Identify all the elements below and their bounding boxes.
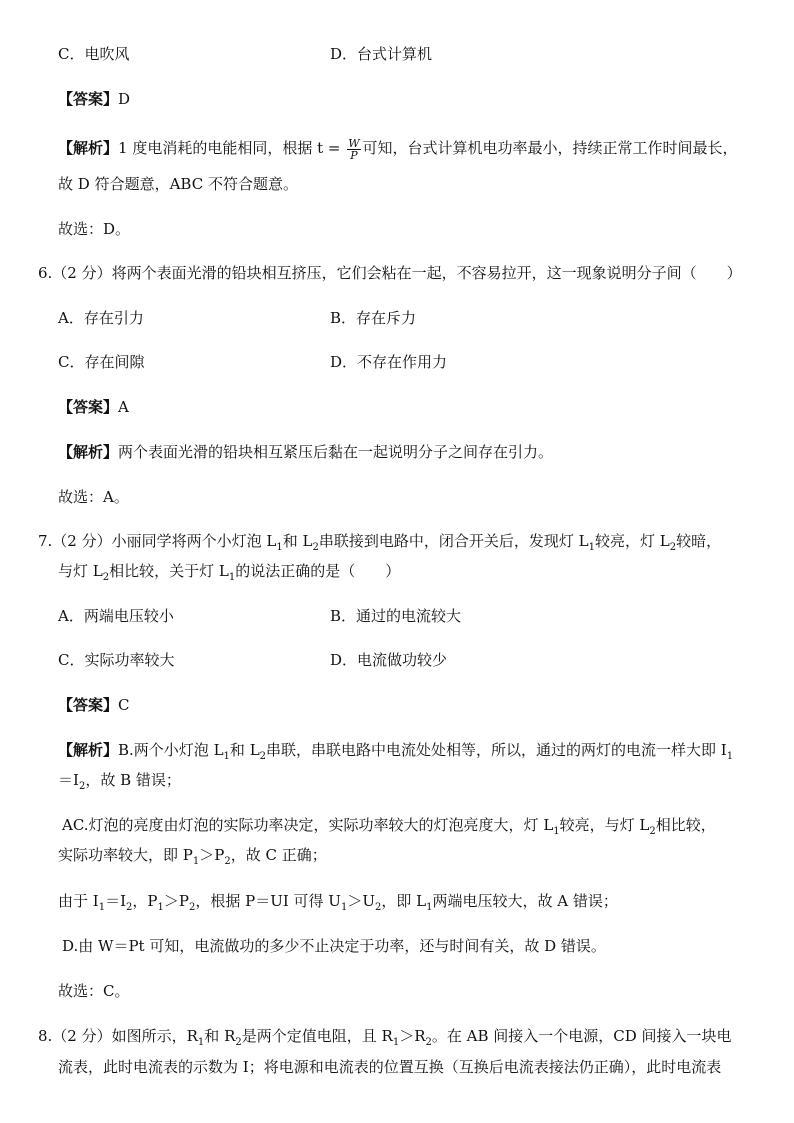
text: ，故 B 错误； (85, 771, 181, 789)
analysis-tag: 【解析】 (58, 741, 119, 759)
subscript: 1 (426, 902, 433, 913)
analysis-text: 两个表面光滑的铅块相互紧压后黏在一起说明分子之间存在引力。 (118, 443, 554, 461)
q7-option-b: B．通过的电流较大 (330, 607, 462, 625)
q6-answer (58, 396, 129, 418)
text: ＞P (199, 846, 225, 864)
answer-tag: 【答案】 (58, 90, 119, 108)
text: 8.（2 分）如图所示，R (38, 1027, 198, 1045)
q6-stem: 6.（2 分）将两个表面光滑的铅块相互挤压，它们会粘在一起，不容易拉开，这一现象说明分子间（ ） (38, 264, 742, 282)
text: ，故 C 正确； (230, 846, 327, 864)
text: ，P (132, 892, 158, 910)
fraction-numerator: W (348, 136, 360, 150)
q7-option-c: C．实际功率较大 (58, 651, 175, 669)
subscript: 2 (649, 826, 656, 837)
text: 两端电压较大，故 A 错误； (432, 892, 618, 910)
q7-stem-line2 (58, 560, 400, 589)
text: 较亮，与灯 L (559, 816, 650, 834)
q6-analysis (58, 441, 553, 463)
answer-value: A (118, 398, 129, 416)
q7-answer (58, 694, 130, 716)
text: 和 R (204, 1027, 236, 1045)
analysis-tag: 【解析】 (58, 139, 119, 157)
q7-analysis-4 (58, 844, 327, 873)
q7-analysis-3 (62, 814, 716, 843)
subscript: 2 (126, 902, 133, 913)
text: B.两个小灯泡 L (118, 741, 224, 759)
text: ，根据 P＝UI 可得 U (195, 892, 341, 910)
text: 相比较， (655, 816, 716, 834)
text: 和 L (229, 741, 260, 759)
q5-analysis (58, 137, 738, 161)
q7-analysis-6: D.由 W＝Pt 可知，电流做功的多少不止决定于功率，还与时间有关，故 D 错误。 (62, 937, 606, 955)
text: 串联，串联电路中电流处处相等，所以，通过的两灯的电流一样大即 I (266, 741, 727, 759)
q5-analysis-line2: 故 D 符合题意，ABC 不符合题意。 (58, 175, 298, 193)
subscript: 1 (340, 902, 348, 913)
q5-option-d: D．台式计算机 (330, 45, 433, 63)
subscript: 2 (78, 781, 86, 792)
q8-stem-line2: 流表，此时电流表的示数为 I；将电源和电流表的位置互换（互换后电流表接法仍正确），此时电流表 (58, 1058, 722, 1076)
subscript: 2 (224, 856, 231, 867)
text: 7.（2 分）小丽同学将两个小灯泡 L (38, 532, 277, 550)
answer-tag: 【答案】 (58, 398, 119, 416)
text: ＞P (163, 892, 189, 910)
q7-option-a: A．两端电压较小 (58, 607, 174, 625)
subscript: 2 (312, 542, 319, 553)
subscript: 2 (235, 1037, 242, 1048)
subscript: 2 (669, 542, 677, 553)
q7-stem (38, 530, 721, 559)
q7-analysis-1 (58, 739, 733, 768)
analysis-text: 1 度电消耗的电能相同，根据 t = (118, 139, 346, 157)
text: 相比较，关于灯 L (109, 562, 229, 580)
q5-option-c: C．电吹风 (58, 45, 130, 63)
subscript: 1 (276, 542, 283, 553)
answer-value: D (118, 90, 131, 108)
text: 和 L (282, 532, 313, 550)
text: 较亮，灯 L (594, 532, 670, 550)
subscript: 1 (157, 902, 164, 913)
text: 与灯 L (58, 562, 103, 580)
q8-stem (38, 1025, 732, 1054)
q7-conclusion: 故选：C。 (58, 982, 130, 1000)
text: 实际功率较大，即 P (58, 846, 193, 864)
subscript: 1 (98, 902, 106, 913)
q6-option-b: B．存在斥力 (330, 309, 417, 327)
subscript: 2 (188, 902, 196, 913)
fraction-denominator: P (350, 148, 358, 162)
text: 串联接到电路中，闭合开关后，发现灯 L (318, 532, 589, 550)
subscript: 1 (588, 542, 595, 553)
text: 由于 I (58, 892, 99, 910)
text: 较暗， (676, 532, 722, 550)
q6-conclusion: 故选：A。 (58, 488, 129, 506)
subscript: 1 (726, 751, 734, 762)
text: AC.灯泡的亮度由灯泡的实际功率决定，实际功率较大的灯泡亮度大，灯 L (62, 816, 554, 834)
text: 的说法正确的是（ ） (235, 562, 401, 580)
subscript: 2 (259, 751, 267, 762)
subscript: 1 (192, 856, 200, 867)
subscript: 1 (228, 572, 236, 583)
q7-option-d: D．电流做功较少 (330, 651, 448, 669)
text: 是两个定值电阻，且 R (241, 1027, 393, 1045)
subscript: 1 (392, 1037, 400, 1048)
q5-conclusion: 故选：D。 (58, 220, 131, 238)
subscript: 2 (102, 572, 110, 583)
subscript: 1 (223, 751, 230, 762)
text: ＞R (399, 1027, 426, 1045)
subscript: 1 (197, 1037, 205, 1048)
answer-tag: 【答案】 (58, 696, 119, 714)
q6-option-a: A．存在引力 (58, 309, 144, 327)
subscript: 2 (374, 902, 382, 913)
q5-answer (58, 88, 130, 110)
subscript: 2 (425, 1037, 432, 1048)
text: ＞U (347, 892, 375, 910)
q6-option-c: C．存在间隙 (58, 353, 145, 371)
text: ＝I (58, 771, 79, 789)
q7-analysis-5 (58, 890, 618, 919)
fraction-w-over-p (347, 138, 360, 161)
answer-value: C (118, 696, 130, 714)
analysis-tag: 【解析】 (58, 443, 119, 461)
text: ＝I (105, 892, 127, 910)
text: ，即 L (381, 892, 427, 910)
q6-option-d: D．不存在作用力 (330, 353, 448, 371)
q7-analysis-2 (58, 769, 181, 798)
subscript: 1 (553, 826, 560, 837)
analysis-text: 可知，台式计算机电功率最小，持续正常工作时间最长， (362, 139, 738, 157)
text: 。在 AB 间接入一个电源，CD 间接入一块电 (431, 1027, 732, 1045)
